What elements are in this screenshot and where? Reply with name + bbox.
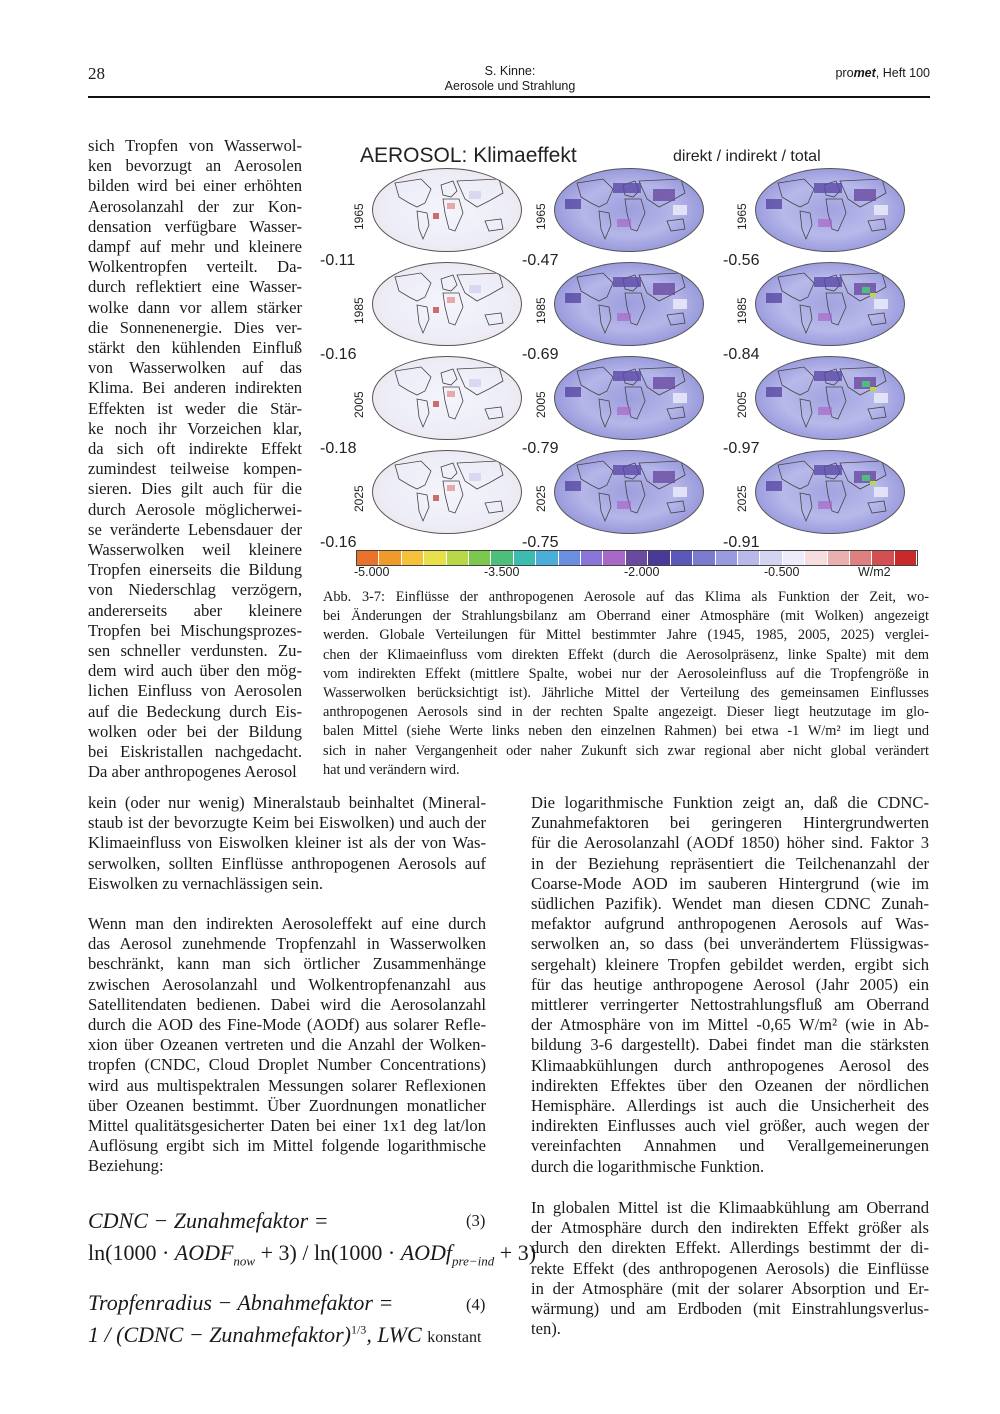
text-line: der Atmosphäre von im Mittel -0,65 W/m² (wie in Ab-	[531, 1015, 929, 1035]
world-map-direkt-1965	[372, 168, 522, 252]
text-line: Wasserwolken weil kleinere	[88, 540, 302, 560]
text-line: Effekten ist weder die Stär-	[88, 398, 302, 418]
colorbar-swatch	[379, 551, 401, 565]
colorbar-swatch	[872, 551, 894, 565]
colorbar-swatch	[648, 551, 670, 565]
figure-title: AEROSOL: Klimaeffekt	[360, 144, 577, 167]
colorbar-swatch	[581, 551, 603, 565]
text-line: bilden wird bei einer erhöhten	[88, 176, 302, 196]
colorbar	[356, 550, 918, 566]
text-line: Zunahmefaktoren bei geringeren Hintergrundwerten	[531, 813, 929, 833]
world-map-indirekt-1985	[554, 262, 704, 346]
text-line: densation verfügbare Wasser-	[88, 216, 302, 236]
colorbar-swatch	[850, 551, 872, 565]
colorbar-swatch	[402, 551, 424, 565]
running-header	[380, 64, 640, 94]
text-line: wolken oder bei der Bildung	[88, 721, 302, 741]
colorbar-swatch	[783, 551, 805, 565]
text-line: Coarse-Mode AOD im sauberen Hintergrund (wie im	[531, 873, 929, 893]
global-mean-value: -0.11	[320, 252, 356, 269]
eq4-main: 1 / (CDNC − Zunahmefaktor)	[88, 1322, 351, 1347]
text-line: zumindest teilweise kompen-	[88, 459, 302, 479]
colorbar-swatch	[424, 551, 446, 565]
caption-line: balen Mittel (siehe Werte links neben den einzelnen Rahmen) bei etwa -1 W/m² im liegt und	[323, 723, 929, 740]
journal-emphasis: met	[853, 66, 876, 80]
eq3-sub-now: now	[233, 1253, 256, 1269]
world-map-total-2005	[755, 356, 905, 440]
text-line: serwolken an, so dass (bei unverändertem Flüssigwas-	[531, 934, 929, 954]
equation-4-number: (4)	[466, 1295, 486, 1314]
global-mean-value: -0.69	[522, 346, 559, 363]
text-line: serwolken, sollten Einflüsse anthropogenen Aerosols auf	[88, 853, 486, 873]
colorbar-swatch	[603, 551, 625, 565]
eq3-ln-mid: + 3) / ln(1000 ·	[255, 1240, 401, 1265]
text-line: dampf auf mehr und kleinere	[88, 237, 302, 257]
text-line: Klima. Bei anderen indirekten	[88, 378, 302, 398]
world-map-indirekt-2025	[554, 450, 704, 534]
text-line: durch die AOD des Fine-Mode (AODf) aus solarer Refle-	[88, 1015, 486, 1035]
global-mean-value: -0.91	[723, 534, 760, 551]
colorbar-unit: W/m2	[858, 565, 891, 579]
right-column-paragraph-1	[531, 793, 929, 1177]
text-line: vereinfachten Annahmen und Verallgemeinerungen	[531, 1136, 929, 1156]
map-year-label: 1985	[735, 297, 749, 324]
world-map-direkt-2005	[372, 356, 522, 440]
equation-3-line-2	[88, 1240, 536, 1269]
header-article-title: Aerosole und Strahlung	[444, 79, 576, 93]
caption-line: sich in naher Vergangenheit oder naher Zukunft sich zwar regional aber nicht global verändert	[323, 742, 929, 759]
text-line: staub ist der bevorzugte Keim bei Eiswolken) und auch der	[88, 813, 486, 833]
world-map-indirekt-2005	[554, 356, 704, 440]
text-line: für die Aerosolanzahl (AODf 1850) höher sind. Faktor 3	[531, 833, 929, 853]
global-mean-value: -0.75	[522, 534, 559, 551]
text-line: ken bevorzugt an Aerosolen	[88, 156, 302, 176]
text-line: sen schneller verdunsten. Zu-	[88, 641, 302, 661]
text-line: in der Atmosphäre (mit der solarer Absorption und Er-	[531, 1278, 929, 1298]
text-line: durch die logarithmische Funktion.	[531, 1156, 765, 1176]
caption-line: Wasserwolken berücksichtigt ist). Jährliche Mittel der Verteilung des gemeinsamen Einflusses	[323, 685, 929, 702]
left-column-continuation	[88, 793, 486, 894]
text-line: stärkt den kühlenden Einfluß	[88, 338, 302, 358]
colorbar-swatch	[536, 551, 558, 565]
text-line: auf die Bedeckung durch Eis-	[88, 701, 302, 721]
header-author: S. Kinne:	[484, 64, 536, 78]
colorbar-swatch	[491, 551, 513, 565]
text-line: Tropfen bei Mischungsprozes-	[88, 620, 302, 640]
global-mean-value: -0.56	[723, 252, 760, 269]
colorbar-swatch	[828, 551, 850, 565]
text-line: wolke dann vor allem stärker	[88, 297, 302, 317]
text-line: in der Beziehung repräsentiert die Teilchenanzahl der	[531, 853, 929, 873]
map-year-label: 2005	[352, 391, 366, 418]
page-number: 28	[88, 64, 105, 83]
equation-4-line-1: Tropfenradius − Abnahmefaktor =	[88, 1290, 394, 1315]
text-line: lichen Einfluss von Aerosolen	[88, 681, 302, 701]
text-line: durch reflektiert eine Wasser-	[88, 277, 302, 297]
text-line: se veränderte Lebensdauer der	[88, 519, 302, 539]
text-line: wärmung) und am Erdboden (mit Einstrahlungsverlus-	[531, 1299, 929, 1319]
text-line: Auflösung ergibt sich im Mittel folgende logarithmische	[88, 1136, 486, 1156]
eq3-aodf-now: AODF	[174, 1240, 234, 1265]
global-mean-value: -0.84	[723, 346, 760, 363]
caption-line: bei Änderungen der Strahlungsbilanz am Oberrand einer Atmosphäre (mit Wolken) angezeigt	[323, 608, 929, 625]
text-line: ten).	[531, 1319, 561, 1339]
text-line: das Aerosol zunehmende Tropfenzahl in Wasserwolken	[88, 934, 486, 954]
map-year-label: 1965	[735, 203, 749, 230]
text-line: andererseits aber kleinere	[88, 600, 302, 620]
text-line: Hemisphäre. Allerdings ist auch die Unsicherheit des	[531, 1096, 929, 1116]
map-year-label: 2025	[352, 485, 366, 512]
world-map-total-2025	[755, 450, 905, 534]
colorbar-swatch	[357, 551, 379, 565]
eq3-ln-close: + 3)	[494, 1240, 537, 1265]
text-line: Klimaeinfluss von Eiswolken kleiner ist als der von Was-	[88, 833, 486, 853]
text-line: von Wasserwolken auf das	[88, 358, 302, 378]
global-mean-value: -0.47	[522, 252, 559, 269]
map-year-label: 1965	[352, 203, 366, 230]
text-line: wird aus multispektralen Messungen solarer Reflexionen	[88, 1075, 486, 1095]
text-line: durch Aerosole möglicherwei-	[88, 499, 302, 519]
text-line: Da aber anthropogenes Aerosol	[88, 762, 297, 782]
text-line: kein (oder nur wenig) Mineralstaub beinhaltet (Mineral-	[88, 793, 486, 812]
left-column-paragraph-2	[88, 914, 486, 1177]
text-line: Wolkentropfen verteilt. Da-	[88, 257, 302, 277]
text-line: xion über Ozeanen vertreten und die Anzahl der Wolken-	[88, 1035, 486, 1055]
text-line: für das heutige anthropogene Aerosol (Jahr 2005) ein	[531, 974, 929, 994]
journal-issue: , Heft 100	[875, 66, 930, 80]
eq4-lwc: , LWC	[366, 1322, 428, 1347]
colorbar-swatch	[469, 551, 491, 565]
text-line: indirekten Einflusses auch viel größer, auch wegen der	[531, 1116, 929, 1136]
text-line: sergehalt) kleinere Tropfen gebildet werden, ergibt sich	[531, 954, 929, 974]
eq4-konstant: konstant	[427, 1329, 482, 1346]
figure-caption	[323, 588, 929, 780]
text-line: mefaktor aufgrund anthropogenen Aerosols auf Was-	[531, 914, 929, 934]
header-rule	[88, 96, 930, 98]
map-year-label: 1985	[352, 297, 366, 324]
journal-name	[790, 66, 930, 80]
figure-aerosol-climate-effect	[318, 140, 932, 580]
caption-line: chen der Klimaeinfluss vom direkten Effekt (durch die Aerosolpräsenz, linke Spalte) mit dem	[323, 646, 929, 663]
equation-3-line-1: CDNC − Zunahmefaktor =	[88, 1208, 329, 1233]
text-line: Tropfen einerseits die Bildung	[88, 560, 302, 580]
figure-subtitle: direkt / indirekt / total	[673, 148, 821, 165]
caption-line: hat und verändern wird.	[323, 761, 460, 778]
map-year-label: 2025	[735, 485, 749, 512]
map-year-label: 2025	[534, 485, 548, 512]
text-line: zwischen Aerosolanzahl und Wolkentropfenanzahl aus	[88, 974, 486, 994]
world-map-total-1965	[755, 168, 905, 252]
left-column-top	[88, 136, 302, 783]
text-line: durch den direkten Effekt. Allerdings bestimmt der di-	[531, 1238, 929, 1258]
colorbar-swatch	[671, 551, 693, 565]
right-column-paragraph-2	[531, 1198, 929, 1339]
global-mean-value: -0.16	[320, 346, 357, 363]
colorbar-swatch	[626, 551, 648, 565]
caption-line: anthropogenen Aerosols sind in der rechten Spalte angezeigt. Dieser liegt heutzutage im glo-	[323, 704, 929, 721]
caption-line: vom indirekten Effekt (mittlere Spalte, wobei nur der Aerosoleinfluss auf die Tropfengröße in	[323, 665, 929, 682]
world-map-direkt-2025	[372, 450, 522, 534]
colorbar-tick-label: -3.500	[484, 565, 520, 579]
text-line: Beziehung:	[88, 1156, 164, 1176]
text-line: indirekten Effektes über den Ozeanen der nördlichen	[531, 1075, 929, 1095]
world-map-total-1985	[755, 262, 905, 346]
journal-prefix: pro	[835, 66, 854, 80]
text-line: Satellitendaten bedienen. Dabei wird die Aerosolanzahl	[88, 994, 486, 1014]
global-mean-value: -0.97	[723, 440, 760, 457]
text-line: rekte Effekt (des anthropogenen Aerosols) die Einflüsse	[531, 1258, 929, 1278]
text-line: beschränkt, kann man sich örtlicher Zusammenhänge	[88, 954, 486, 974]
map-year-label: 2005	[735, 391, 749, 418]
colorbar-swatch	[693, 551, 715, 565]
text-line: ke noch ihr Vorzeichen klar,	[88, 418, 302, 438]
map-year-label: 2005	[534, 391, 548, 418]
text-line: Klimaabkühlungen durch anthropogenes Aerosol des	[531, 1055, 929, 1075]
text-line: tropfen (CNDC, Cloud Droplet Number Concentrations)	[88, 1055, 486, 1075]
colorbar-swatch	[514, 551, 536, 565]
text-line: von Niederschlag verzögern,	[88, 580, 302, 600]
text-line: sieren. Dies gilt auch für die	[88, 479, 302, 499]
eq3-aodf-pre: AODf	[400, 1240, 453, 1265]
equation-4-line-2	[88, 1322, 481, 1348]
text-line: Eiswolken zu vernachlässigen sein.	[88, 873, 324, 893]
world-map-indirekt-1965	[554, 168, 704, 252]
colorbar-swatch	[895, 551, 917, 565]
text-line: Wenn man den indirekten Aerosoleffekt auf eine durch	[88, 914, 486, 933]
global-mean-value: -0.79	[522, 440, 559, 457]
colorbar-swatch	[805, 551, 827, 565]
world-map-direkt-1985	[372, 262, 522, 346]
text-line: die Sonnenenergie. Dies ver-	[88, 317, 302, 337]
colorbar-swatch	[559, 551, 581, 565]
map-year-label: 1965	[534, 203, 548, 230]
text-line: bei Eiskristallen nachgedacht.	[88, 742, 302, 762]
colorbar-swatch	[447, 551, 469, 565]
equation-3-number: (3)	[466, 1211, 486, 1230]
text-line: da sich oft indirekte Effekt	[88, 439, 302, 459]
text-line: In globalen Mittel ist die Klimaabkühlung am Oberrand	[531, 1198, 929, 1217]
text-line: dem wird auch über den mög-	[88, 661, 302, 681]
text-line: der Atmosphäre durch den indirekten Effekt größer als	[531, 1218, 929, 1238]
eq3-ln-open: ln(1000 ·	[88, 1240, 175, 1265]
caption-line: Abb. 3-7: Einflüsse der anthropogenen Aerosole auf das Klima als Funktion der Zeit, wo-	[323, 589, 929, 605]
text-line: Aerosolanzahl der zur Kon-	[88, 196, 302, 216]
colorbar-tick-label: -0.500	[764, 565, 800, 579]
colorbar-swatch	[760, 551, 782, 565]
colorbar-swatch	[738, 551, 760, 565]
eq4-exponent: 1/3	[350, 1322, 367, 1337]
text-line: bildung 3-6 dargestellt). Dabei findet man die stärksten	[531, 1035, 929, 1055]
text-line: südlichen Pazifik). Wendet man diesen CDNC Zunah-	[531, 894, 929, 914]
caption-line: werden. Globale Verteilungen für Mittel bestimmter Jahre (1945, 1985, 2005, 2025) verglei-	[323, 627, 929, 644]
eq3-sub-pre: pre−ind	[452, 1253, 495, 1269]
text-line: Die logarithmische Funktion zeigt an, daß die CDNC-	[531, 793, 929, 812]
text-line: sich Tropfen von Wasserwol-	[88, 136, 302, 155]
global-mean-value: -0.18	[320, 440, 357, 457]
global-mean-value: -0.16	[320, 534, 357, 551]
colorbar-swatch	[716, 551, 738, 565]
colorbar-tick-label: -5.000	[354, 565, 390, 579]
colorbar-tick-label: -2.000	[624, 565, 660, 579]
text-line: über Ozeanen bestimmt. Über Zuordnungen monatlicher	[88, 1095, 486, 1115]
text-line: mittlerer verringerter Nettostrahlungsfluß am Oberrand	[531, 995, 929, 1015]
text-line: Mittel qualitätsgesicherter Daten bei einer 1x1 deg lat/lon	[88, 1116, 486, 1136]
map-year-label: 1985	[534, 297, 548, 324]
